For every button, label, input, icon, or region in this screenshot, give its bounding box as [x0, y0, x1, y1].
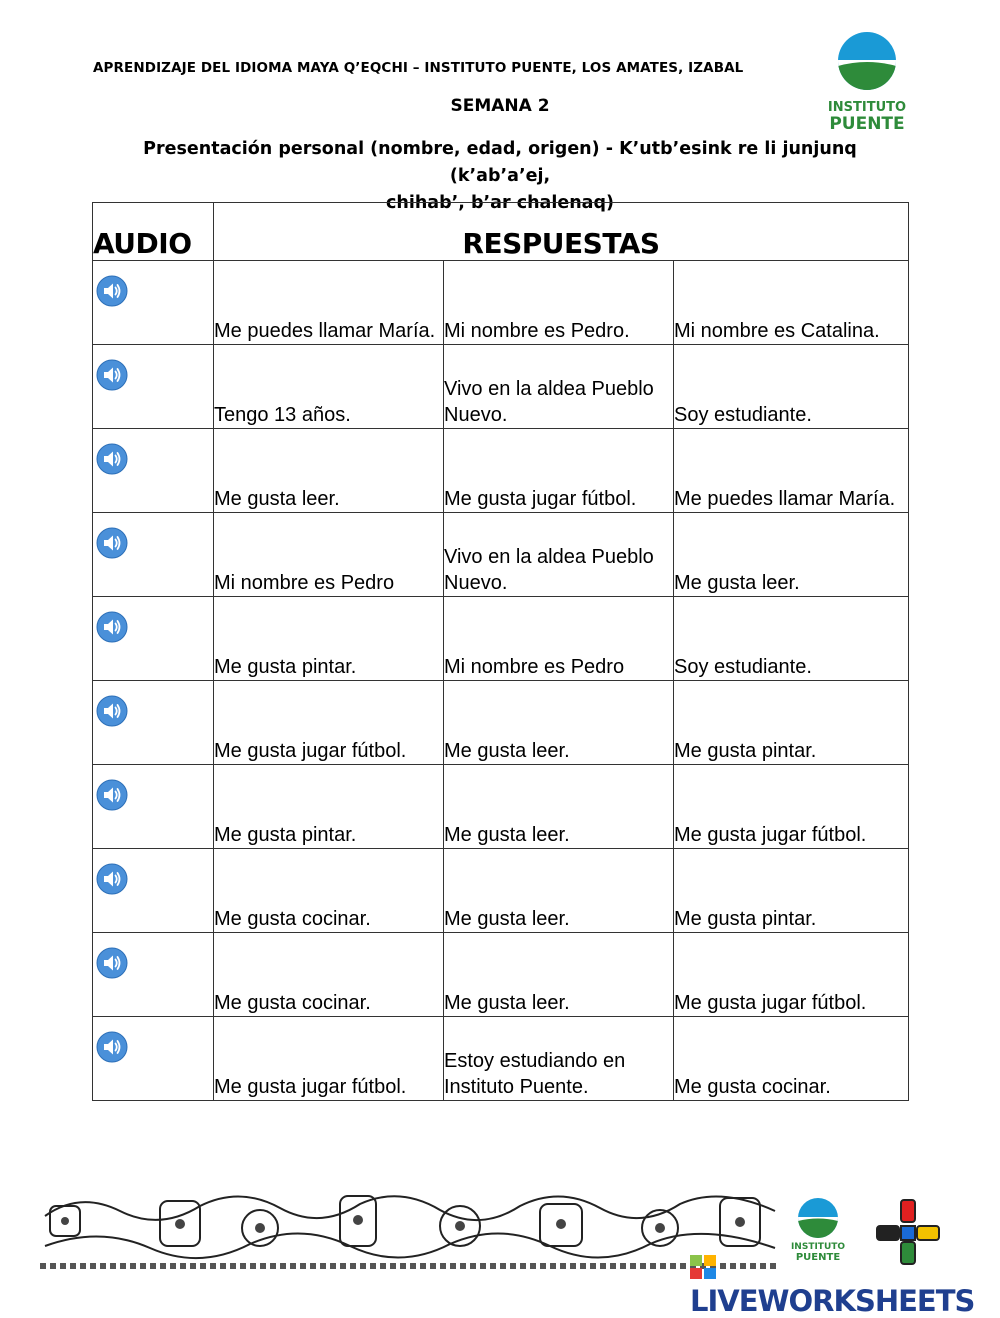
footer-logo-line1: INSTITUTO [790, 1242, 846, 1252]
speaker-icon[interactable] [96, 863, 128, 895]
answer-option[interactable]: Me gusta leer. [214, 429, 444, 513]
answer-option[interactable]: Mi nombre es Pedro [214, 513, 444, 597]
table-row [93, 513, 909, 597]
answers-column-header: RESPUESTAS [214, 203, 909, 261]
table-row [93, 1017, 909, 1101]
audio-cell [93, 681, 214, 765]
logo-circle-icon [838, 32, 896, 90]
answer-option[interactable]: Me puedes llamar María. [214, 261, 444, 345]
answer-option[interactable]: Me gusta cocinar. [674, 1017, 909, 1101]
answer-option[interactable]: Me gusta leer. [444, 849, 674, 933]
subtitle-line-2: chihab’, b’ar chalenaq) [385, 193, 615, 213]
audio-cell [93, 429, 214, 513]
table-header-row [93, 203, 909, 261]
audio-cell [93, 849, 214, 933]
answer-option[interactable]: Me gusta jugar fútbol. [214, 681, 444, 765]
audio-column-header: AUDIO [93, 203, 214, 261]
answer-option[interactable]: Vivo en la aldea Pueblo Nuevo. [444, 345, 674, 429]
table-row [93, 849, 909, 933]
speaker-icon[interactable] [96, 947, 128, 979]
speaker-icon[interactable] [96, 527, 128, 559]
answer-option[interactable]: Me gusta leer. [674, 513, 909, 597]
answer-option[interactable]: Me gusta cocinar. [214, 849, 444, 933]
answer-option[interactable]: Estoy estudiando en Instituto Puente. [444, 1017, 674, 1101]
answer-option[interactable]: Me gusta pintar. [214, 765, 444, 849]
answer-option[interactable]: Mi nombre es Pedro. [444, 261, 674, 345]
audio-cell [93, 513, 214, 597]
answer-option[interactable]: Soy estudiante. [674, 597, 909, 681]
answer-option[interactable]: Me gusta jugar fútbol. [674, 933, 909, 1017]
institution-header: APRENDIZAJE DEL IDIOMA MAYA Q’EQCHI – INSTITUTO PUENTE, LOS AMATES, IZABAL [93, 60, 744, 76]
answers-table [92, 202, 909, 1101]
liveworksheets-logo-icon [690, 1252, 716, 1276]
table-row [93, 933, 909, 1017]
table-row [93, 681, 909, 765]
answer-option[interactable]: Me gusta pintar. [674, 849, 909, 933]
audio-cell [93, 345, 214, 429]
audio-cell [93, 1017, 214, 1101]
answer-option[interactable]: Vivo en la aldea Pueblo Nuevo. [444, 513, 674, 597]
answer-option[interactable]: Me gusta pintar. [214, 597, 444, 681]
answer-option[interactable]: Me gusta pintar. [674, 681, 909, 765]
speaker-icon[interactable] [96, 359, 128, 391]
speaker-icon[interactable] [96, 611, 128, 643]
answer-option[interactable]: Me gusta jugar fútbol. [444, 429, 674, 513]
answer-option[interactable]: Soy estudiante. [674, 345, 909, 429]
table-row [93, 429, 909, 513]
subtitle-line-1: Presentación personal (nombre, edad, origen) - K’utb’esink re li junjunq (k’ab’a’ej, [143, 139, 857, 186]
table-row [93, 597, 909, 681]
logo-text-line2: PUENTE [829, 114, 905, 134]
answer-option[interactable]: Me puedes llamar María. [674, 429, 909, 513]
speaker-icon[interactable] [96, 443, 128, 475]
audio-cell [93, 765, 214, 849]
answer-option[interactable]: Me gusta leer. [444, 933, 674, 1017]
answer-option[interactable]: Tengo 13 años. [214, 345, 444, 429]
footer-logo-circle-icon [798, 1198, 838, 1238]
maya-glyph-frieze [40, 1186, 780, 1284]
liveworksheets-brand [690, 1250, 990, 1318]
answer-option[interactable]: Me gusta jugar fútbol. [674, 765, 909, 849]
audio-cell [93, 597, 214, 681]
answer-option[interactable]: Mi nombre es Catalina. [674, 261, 909, 345]
answer-option[interactable]: Me gusta cocinar. [214, 933, 444, 1017]
liveworksheets-text: LIVEWORKSHEETS [690, 1284, 975, 1318]
answer-option[interactable]: Me gusta leer. [444, 681, 674, 765]
table-row [93, 765, 909, 849]
table-row [93, 345, 909, 429]
speaker-icon[interactable] [96, 275, 128, 307]
speaker-icon[interactable] [96, 1031, 128, 1063]
week-title: SEMANA 2 [450, 96, 550, 116]
audio-cell [93, 261, 214, 345]
logo-text-line1: INSTITUTO [827, 100, 907, 115]
footer-logo-line2: PUENTE [795, 1252, 841, 1263]
speaker-icon[interactable] [96, 695, 128, 727]
answer-option[interactable]: Mi nombre es Pedro [444, 597, 674, 681]
table-row [93, 261, 909, 345]
answer-option[interactable]: Me gusta jugar fútbol. [214, 1017, 444, 1101]
audio-cell [93, 933, 214, 1017]
speaker-icon[interactable] [96, 779, 128, 811]
answer-option[interactable]: Me gusta leer. [444, 765, 674, 849]
